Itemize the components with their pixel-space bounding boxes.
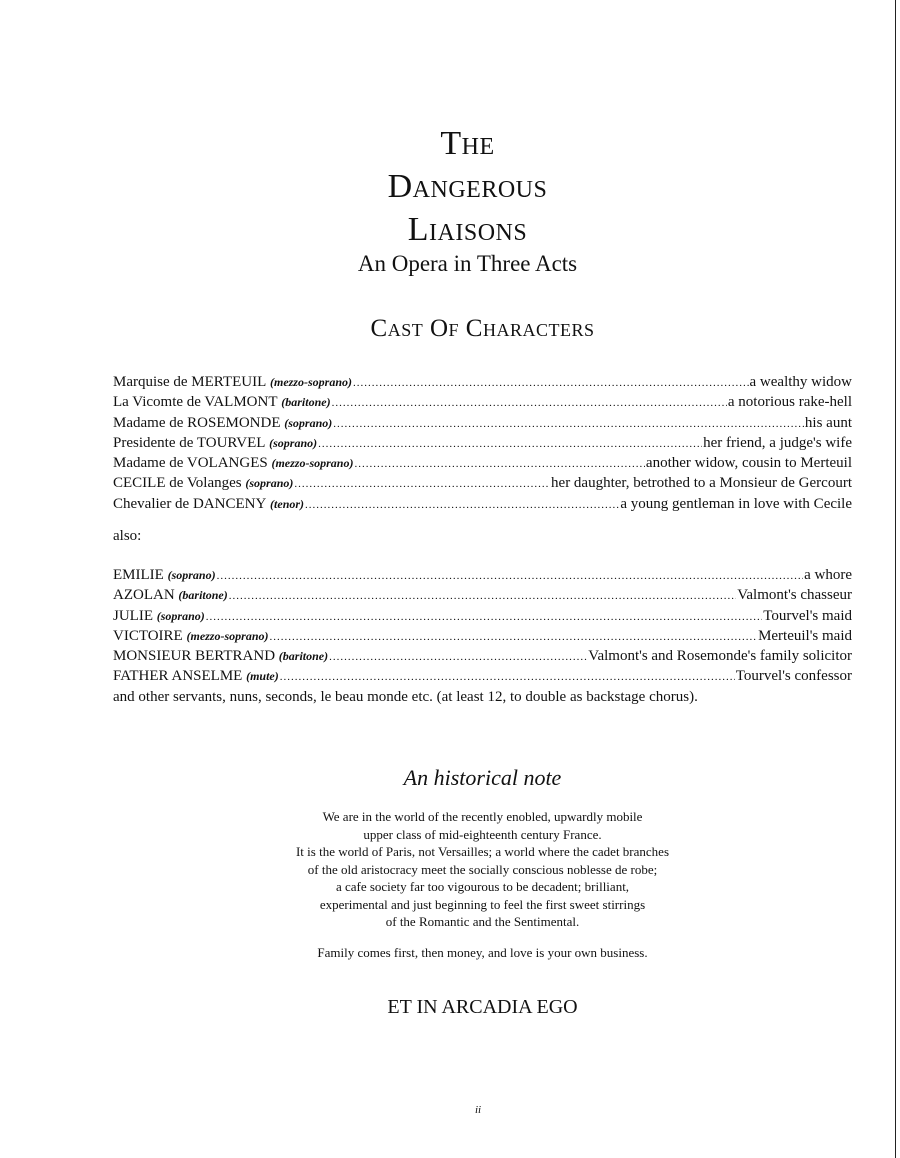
character-role: a notorious rake-hell bbox=[727, 394, 852, 411]
note-line: experimental and just beginning to feel the first sweet stirrings bbox=[319, 896, 646, 912]
character-role: Valmont's chasseur bbox=[737, 587, 852, 604]
character-name: Madame de ROSEMONDE bbox=[113, 414, 281, 431]
note-line: of the old aristocracy meet the socially conscious noblesse de robe; bbox=[307, 861, 658, 877]
cast-row bbox=[113, 474, 852, 494]
note-line: a cafe society far too vigourous to be decadent; brilliant, bbox=[335, 879, 630, 894]
cast-row bbox=[113, 373, 852, 393]
title-line-1: The bbox=[440, 125, 495, 162]
page-number: ii bbox=[474, 1104, 482, 1116]
character-role: a wealthy widow bbox=[749, 374, 852, 390]
leader-dots bbox=[280, 668, 735, 687]
character-role: her friend, a judge's wife bbox=[703, 434, 852, 451]
voice-type: (soprano) bbox=[269, 435, 318, 450]
leader-dots bbox=[305, 496, 619, 515]
character-name: La Vicomte de VALMONT bbox=[113, 394, 278, 411]
character-name: Presidente de TOURVEL bbox=[113, 434, 266, 451]
leader-dots bbox=[333, 415, 804, 434]
closing-cast-note: and other servants, nuns, seconds, le beau monde etc. (at least 12, to double as backstage chorus). bbox=[113, 688, 698, 705]
motto: ET IN ARCADIA EGO bbox=[387, 996, 578, 1018]
cast-row bbox=[113, 607, 852, 627]
character-role: a whore bbox=[804, 567, 852, 583]
leader-dots bbox=[270, 628, 758, 647]
cast-row bbox=[113, 627, 852, 647]
principal-cast-list bbox=[113, 373, 852, 515]
title-line-3: Liaisons bbox=[407, 211, 528, 248]
leader-dots bbox=[354, 455, 644, 474]
cast-row bbox=[113, 566, 852, 586]
leader-dots bbox=[217, 567, 804, 586]
character-role: Merteuil's maid bbox=[758, 627, 852, 644]
cast-row bbox=[113, 495, 852, 515]
voice-type: (mezzo-soprano) bbox=[269, 375, 352, 389]
title-line-2: Dangerous bbox=[387, 168, 548, 205]
family-line: Family comes first, then money, and love is your own business. bbox=[317, 945, 648, 960]
character-role: his aunt bbox=[804, 414, 852, 431]
character-name: FATHER ANSELME bbox=[113, 668, 243, 685]
also-label: also: bbox=[113, 528, 142, 544]
subtitle: An Opera in Three Acts bbox=[357, 251, 578, 276]
title-block bbox=[0, 122, 900, 277]
cast-row bbox=[113, 454, 852, 474]
cast-row bbox=[113, 393, 852, 413]
voice-type: (baritone) bbox=[178, 588, 228, 603]
character-role: Tourvel's maid bbox=[763, 607, 852, 624]
character-name: JULIE bbox=[113, 607, 153, 624]
cast-row bbox=[113, 414, 852, 434]
supporting-cast-list bbox=[113, 566, 852, 707]
leader-dots bbox=[294, 475, 550, 494]
voice-type: (mute) bbox=[246, 669, 279, 684]
character-name: EMILIE bbox=[113, 567, 164, 583]
historical-note-heading: An historical note bbox=[403, 765, 562, 790]
character-name: CECILE de Volanges bbox=[113, 475, 242, 492]
leader-dots bbox=[329, 648, 587, 667]
voice-type: (soprano) bbox=[284, 415, 333, 430]
cast-row bbox=[113, 434, 852, 454]
character-name: VICTOIRE bbox=[113, 627, 183, 644]
cast-row bbox=[113, 586, 852, 606]
voice-type: (mezzo-soprano) bbox=[271, 456, 354, 471]
character-name: AZOLAN bbox=[113, 587, 175, 604]
character-name: Madame de VOLANGES bbox=[113, 455, 268, 472]
leader-dots bbox=[229, 587, 736, 606]
character-role: Valmont's and Rosemonde's family solicitor bbox=[588, 648, 852, 665]
voice-type: (mezzo-soprano) bbox=[186, 628, 269, 643]
cast-row bbox=[113, 667, 852, 687]
voice-type: (tenor) bbox=[270, 496, 305, 511]
character-name: Chevalier de DANCENY bbox=[113, 495, 267, 512]
voice-type: (soprano) bbox=[156, 608, 205, 623]
voice-type: (soprano) bbox=[245, 476, 294, 491]
leader-dots bbox=[332, 394, 727, 413]
character-role: another widow, cousin to Merteuil bbox=[645, 455, 852, 472]
leader-dots bbox=[318, 435, 702, 454]
character-role: a young gentleman in love with Cecile bbox=[620, 495, 852, 512]
historical-note-body bbox=[0, 808, 900, 931]
note-line: of the Romantic and the Sentimental. bbox=[385, 914, 580, 929]
character-role: Tourvel's confessor bbox=[735, 668, 852, 685]
leader-dots bbox=[206, 608, 763, 627]
leader-dots bbox=[353, 374, 749, 393]
character-name: Marquise de MERTEUIL bbox=[113, 374, 267, 390]
note-line: We are in the world of the recently enobled, upwardly mobile bbox=[322, 809, 643, 824]
voice-type: (soprano) bbox=[167, 568, 216, 582]
character-role: her daughter, betrothed to a Monsieur de Gercourt bbox=[551, 475, 852, 492]
cast-heading: Cast Of Characters bbox=[370, 315, 595, 342]
cast-row bbox=[113, 647, 852, 667]
voice-type: (baritone) bbox=[281, 395, 331, 410]
voice-type: (baritone) bbox=[278, 649, 329, 664]
note-line: It is the world of Paris, not Versailles; a world where the cadet branches bbox=[295, 844, 670, 859]
note-line: upper class of mid-eighteenth century France. bbox=[363, 826, 602, 842]
character-name: MONSIEUR BERTRAND bbox=[113, 648, 276, 665]
